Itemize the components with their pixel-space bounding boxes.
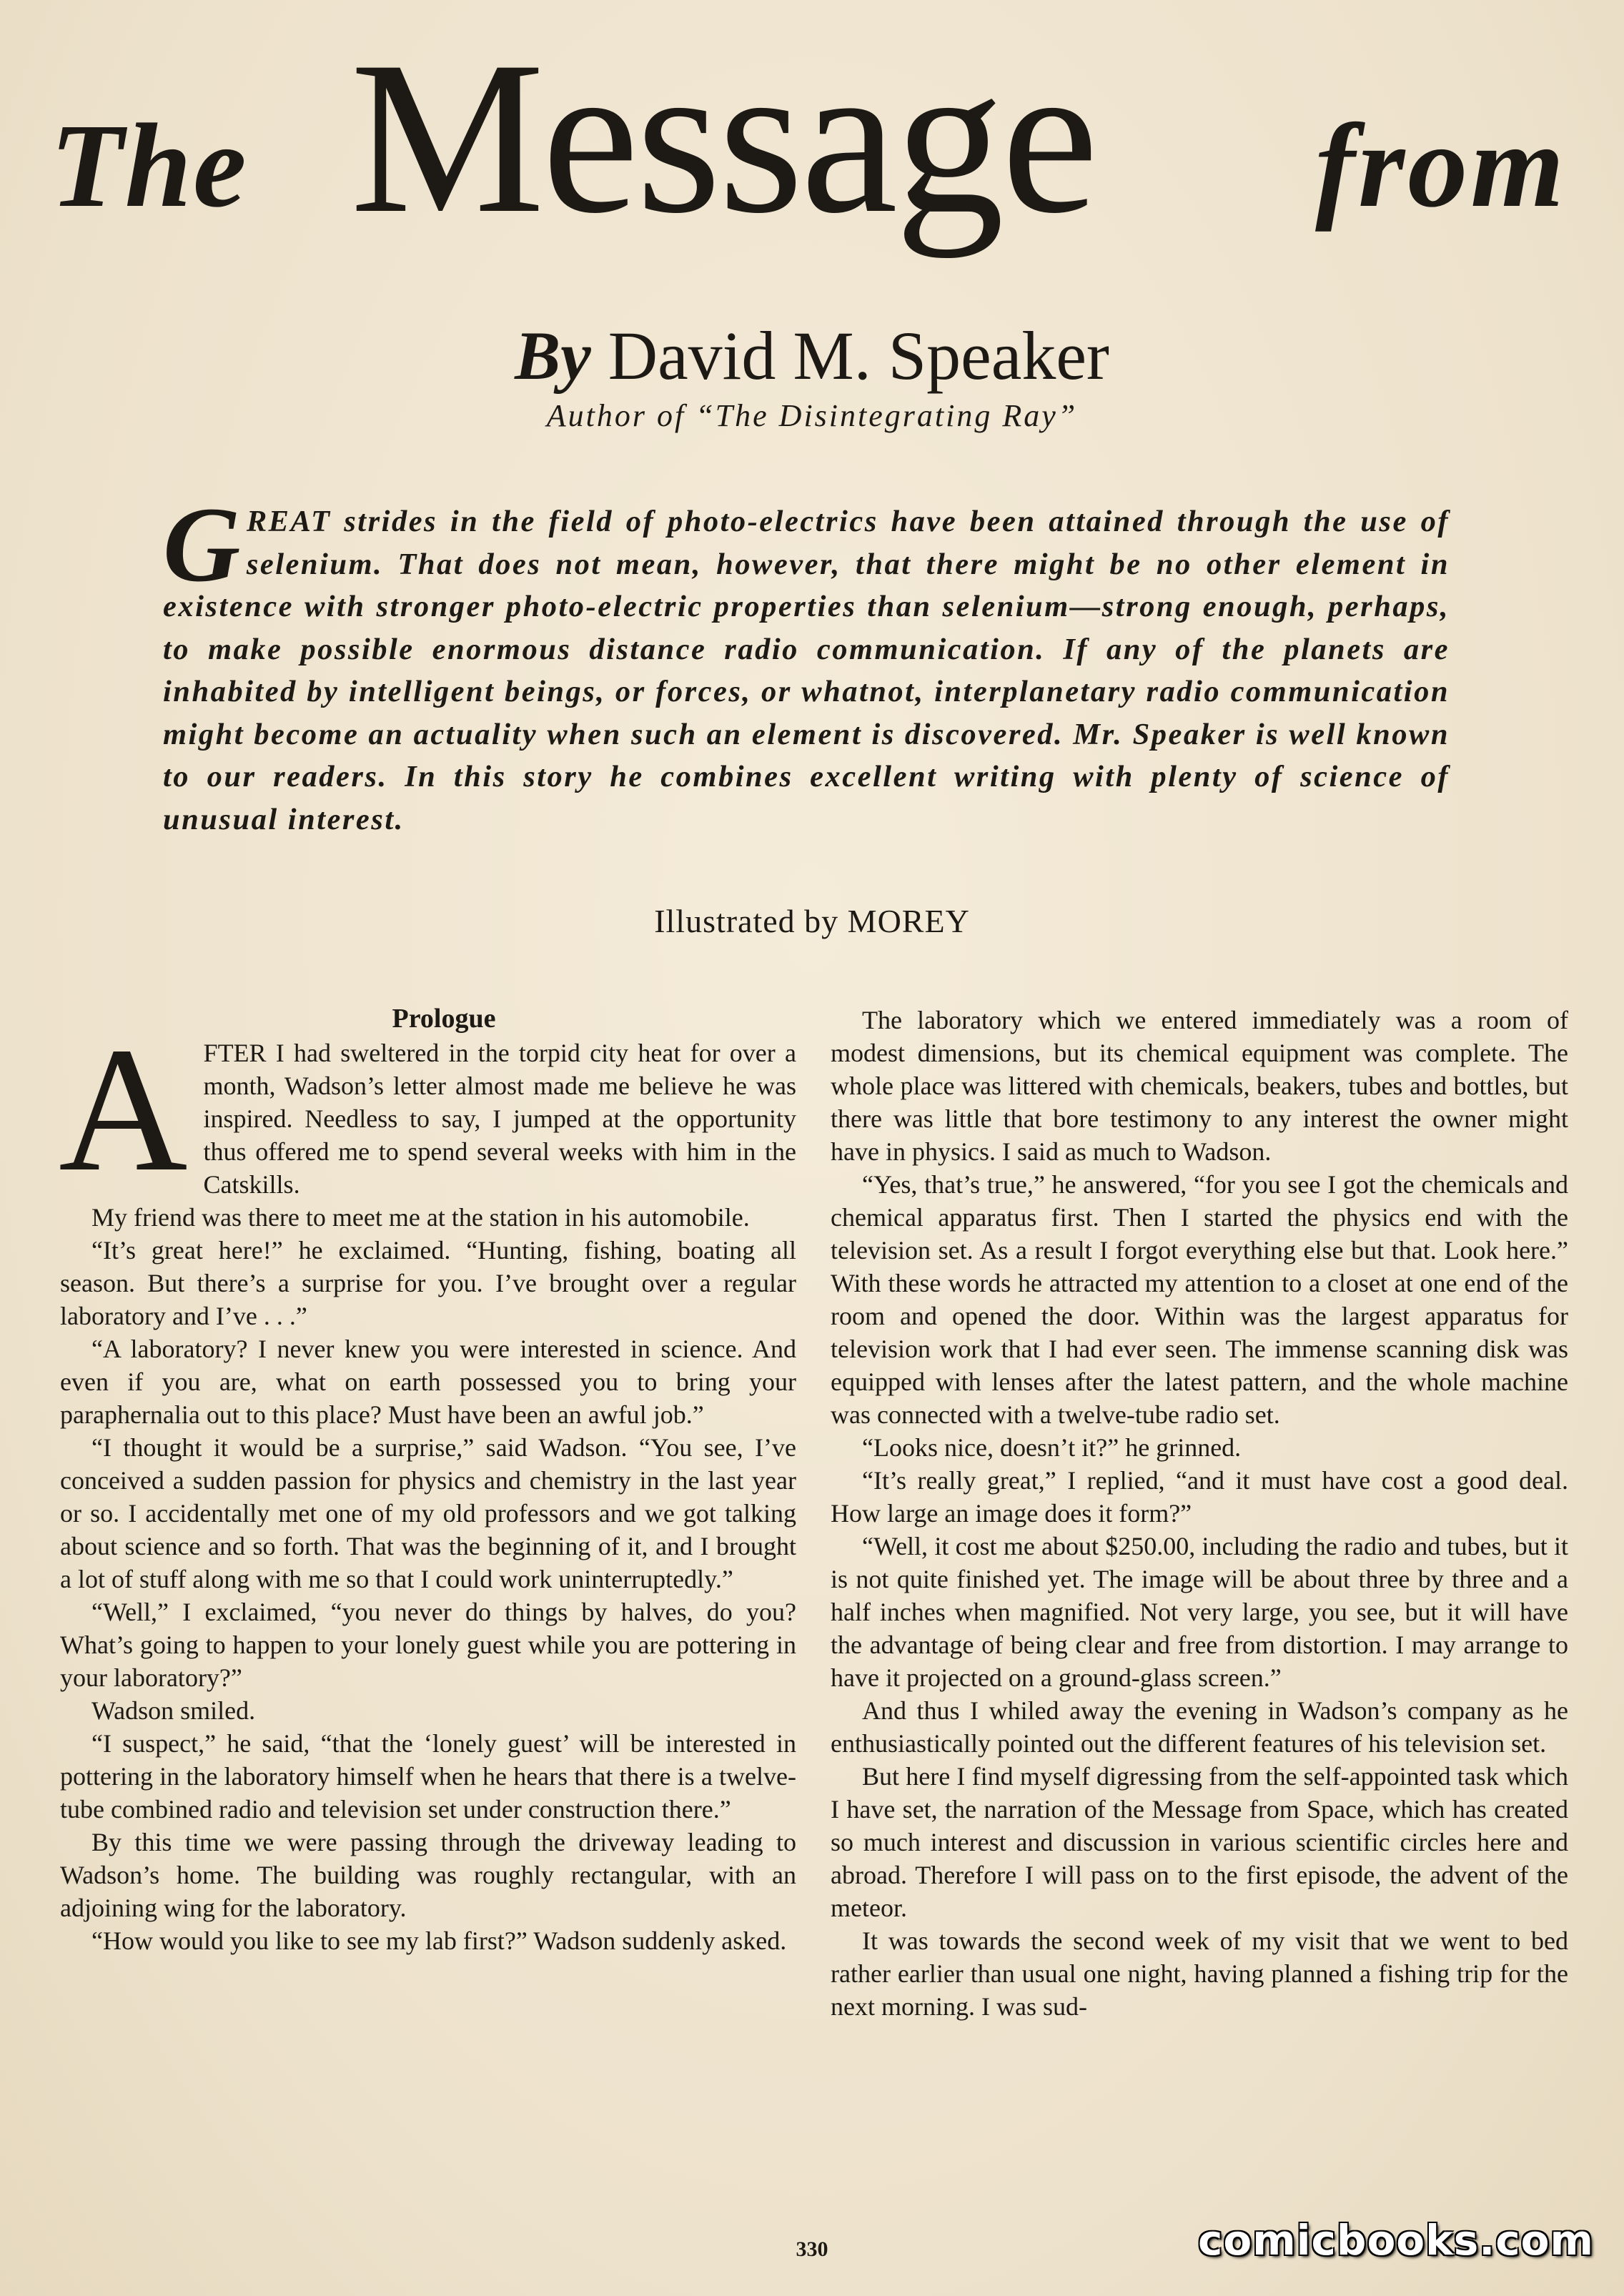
- paragraph: “Looks nice, doesn’t it?” he grinned.: [862, 1433, 1242, 1462]
- paragraph: And thus I whiled away the evening in Wadson’s company as he enthusiastically pointed out the different features of his television set.: [831, 1696, 1568, 1758]
- paragraph: “Well,” I exclaimed, “you never do things by halves, do you? What’s going to happen to your lonely guest while you are pottering in your laboratory?”: [60, 1598, 796, 1692]
- opening-paragraph-text: FTER I had sweltered in the torpid city heat for over a month, Wadson’s letter almost made me believe he was inspired. Needless to say, I jumped at the opportunity thus offered me to spend several weeks with him in the Catskills.: [203, 1039, 796, 1199]
- paragraph: “I thought it would be a surprise,” said Wadson. “You see, I’ve conceived a sudden passion for physics and chemistry in the last year or so. I accidentally met one of my old professors and we got talking about science and so forth. That was the beginning of it, and I brought a lot of stuff along with me so that I could work uninterruptedly.”: [60, 1433, 796, 1593]
- prologue-heading: Prologue: [392, 1004, 496, 1034]
- paragraph: The laboratory which we entered immediately was a room of modest dimensions, but its chemical equipment was complete. The whole place was littered with chemicals, beakers, tubes and bottles, but there was little that bore testimony to any interest the owner might have in physics. I said as much to Wadson.: [831, 1006, 1568, 1166]
- story-title: [50, 16, 1573, 259]
- paragraph: It was towards the second week of my visit that we went to bed rather earlier than usual one night, having planned a fishing trip for the next morning. I was sud-: [831, 1926, 1568, 2021]
- author-credit: Author of “The Disintegrating Ray”: [546, 398, 1078, 433]
- intro-dropcap: G: [163, 485, 242, 604]
- paragraph: “I suspect,” he said, “that the ‘lonely guest’ will be interested in pottering in the laboratory himself when he hears that there is a twelve-tube combined radio and television set under construction there.”: [60, 1729, 796, 1824]
- left-column: [60, 1001, 796, 1957]
- right-column: [831, 1004, 1568, 2023]
- paragraph: My friend was there to meet me at the station in his automobile.: [91, 1203, 750, 1232]
- byline-by: By: [515, 317, 591, 394]
- paragraph: “How would you like to see my lab first?” Wadson suddenly asked.: [91, 1926, 787, 1955]
- title-word-message: Message: [350, 16, 1096, 259]
- paragraph: “It’s really great,” I replied, “and it must have cost a good deal. How large an image does it form?”: [831, 1466, 1568, 1528]
- illustrator-credit: Illustrated by MOREY: [654, 903, 970, 939]
- title-word-from: from: [1315, 99, 1567, 232]
- site-watermark: comicbooks.com: [1198, 2216, 1594, 2265]
- byline: [0, 317, 1624, 394]
- opening-dropcap: A: [59, 1011, 188, 1209]
- editorial-intro: [163, 485, 1450, 841]
- title-word-the: The: [50, 99, 248, 232]
- paragraph: “Well, it cost me about $250.00, including the radio and tubes, but it is not quite finished yet. The image will be about three by three and a half inches when magnified. Not very large, you see, but it will have the advantage of being clear and free from distortion. I may arrange to have it projected on a ground-glass screen.”: [831, 1532, 1568, 1692]
- paragraph: “A laboratory? I never knew you were interested in science. And even if you are, what on earth possessed you to bring your paraphernalia out to this place? Must have been an awful job.”: [60, 1335, 796, 1429]
- paragraph: But here I find myself digressing from the self-appointed task which I have set, the narration of the Message from Space, which has created so much interest and discussion in various scientific circles here and abroad. Therefore I will pass on to the first episode, the advent of the meteor.: [831, 1762, 1568, 1922]
- paragraph: “Yes, that’s true,” he answered, “for you see I got the chemicals and chemical apparatus first. Then I started the physics end with the television set. As a result I forgot everything else but that. Look here.” With these words he attracted my attention to a closet at one end of the room and opened the door. Within was the largest apparatus for television work that I had ever seen. The immense scanning disk was equipped with lenses after the latest pattern, and the whole machine was connected with a twelve-tube radio set.: [831, 1170, 1568, 1429]
- intro-text: REAT strides in the field of photo-electrics have been attained through the use of selenium. That does not mean, however, that there might be no other element in existence with stronger photo-electric properties than selenium—strong enough, perhaps, to make possible enormous distance radio communication. If any of the planets are inhabited by intelligent beings, or forces, or whatnot, interplanetary radio communication might become an actuality when such an element is discovered. Mr. Speaker is well known to our readers. In this story he combines excellent writing with plenty of science of unusual interest.: [163, 505, 1450, 836]
- paragraph: By this time we were passing through the driveway leading to Wadson’s home. The building was roughly rectangular, with an adjoining wing for the laboratory.: [60, 1828, 796, 1922]
- page-number: 330: [796, 2237, 828, 2261]
- paragraph: Wadson smiled.: [91, 1696, 256, 1725]
- byline-author: David M. Speaker: [608, 317, 1109, 394]
- paragraph: “It’s great here!” he exclaimed. “Hunting, fishing, boating all season. But there’s a surprise for you. I’ve brought over a regular laboratory and I’ve . . .”: [60, 1236, 796, 1330]
